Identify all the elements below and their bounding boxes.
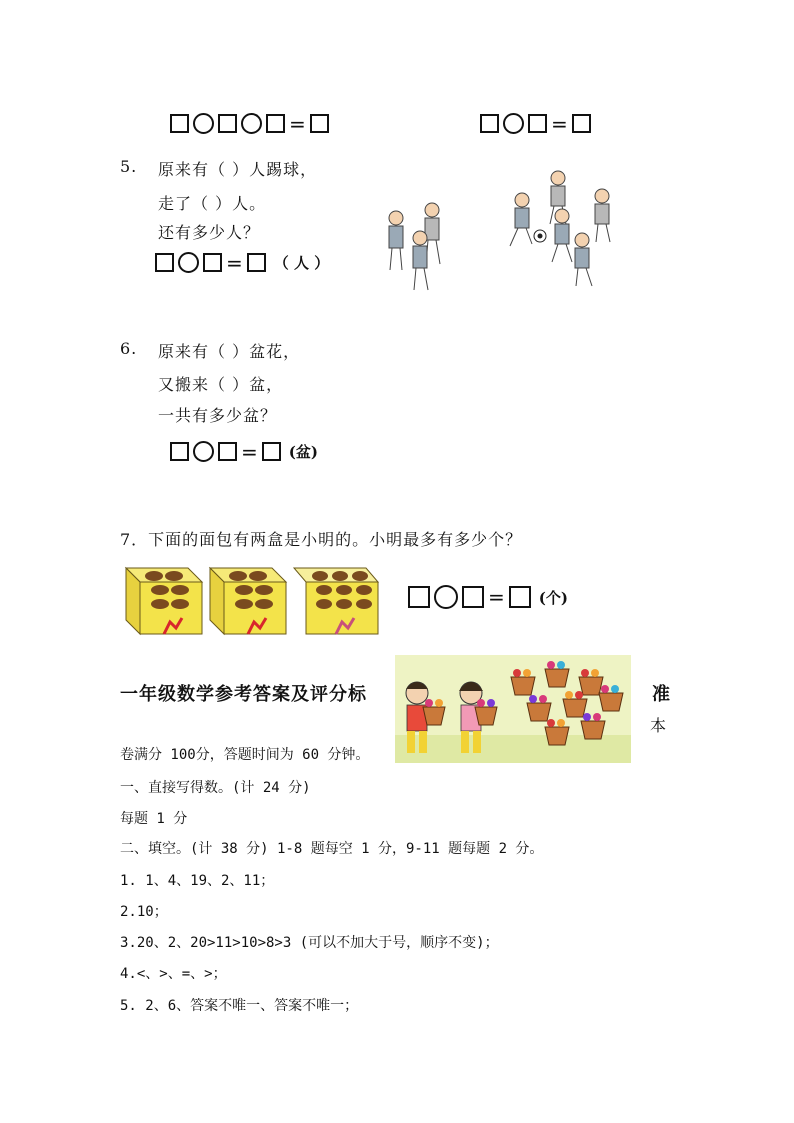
equals-sign: = (289, 111, 306, 136)
answer-line: 5. 2、6、答案不唯一、答案不唯一； (120, 998, 359, 1014)
q5-number: 5. (120, 157, 138, 176)
boy-figure (575, 233, 592, 286)
bread-box (126, 568, 202, 634)
operator-circle[interactable] (503, 113, 524, 134)
boys-leaving-illustration (382, 198, 452, 294)
equals-sign: = (241, 439, 258, 464)
q7-equation (408, 585, 568, 609)
answer-line: 3.20、2、20>11>10>8>3 (可以不加大于号，顺序不变)； (120, 935, 499, 951)
answer-box[interactable] (155, 253, 174, 272)
answer-box[interactable] (310, 114, 329, 133)
answer-line: 1. 1、4、19、2、11； (120, 873, 275, 889)
children-with-flowers-illustration (395, 655, 631, 763)
q5-equation (155, 252, 329, 273)
answer-box[interactable] (170, 442, 189, 461)
q5-line1: 原来有（ ）人踢球， (158, 160, 318, 179)
answer-line: 2.10； (120, 904, 168, 920)
boy-figure (510, 193, 532, 246)
q5-line2: 走了（ ）人。 (158, 194, 267, 213)
answer-box[interactable] (480, 114, 499, 133)
q6-unit: (盆) (288, 443, 318, 461)
answer-box[interactable] (203, 253, 222, 272)
answer-box[interactable] (266, 114, 285, 133)
equals-sign: = (488, 585, 505, 609)
top-equation-left (170, 113, 329, 134)
answer-line: 一、直接写得数。(计 24 分) (120, 780, 311, 796)
answer-box[interactable] (218, 442, 237, 461)
bread-box (294, 568, 378, 634)
boy-figure (389, 211, 403, 270)
answer-key-intro: 卷满分 100分，答题时间为 60 分钟。 (120, 747, 370, 763)
equals-sign: = (226, 250, 243, 275)
answer-key-title-end: 准 (652, 684, 671, 705)
answer-box[interactable] (408, 586, 430, 608)
q6-equation (170, 441, 318, 462)
boys-playing-soccer-illustration (502, 166, 622, 292)
answer-line: 4.<、>、=、>； (120, 966, 227, 982)
q6-line2: 又搬来（ ）盆， (158, 375, 284, 394)
answer-box[interactable] (262, 442, 281, 461)
bread-boxes-illustration (124, 562, 386, 640)
answer-box[interactable] (170, 114, 189, 133)
answer-box[interactable] (247, 253, 266, 272)
equals-sign: = (551, 111, 568, 136)
soccer-ball-icon (534, 230, 546, 242)
q6-number: 6. (120, 339, 138, 358)
bread-box (210, 568, 286, 634)
answer-box[interactable] (572, 114, 591, 133)
answer-box[interactable] (462, 586, 484, 608)
boy-figure (552, 209, 572, 262)
operator-circle[interactable] (241, 113, 262, 134)
q7-unit: (个) (538, 588, 568, 607)
boy-figure (595, 189, 610, 242)
answer-box[interactable] (218, 114, 237, 133)
answer-line: 每题 1 分 (120, 811, 188, 827)
q7-text: 7．下面的面包有两盒是小明的。小明最多有多少个？ (120, 530, 523, 549)
operator-circle[interactable] (434, 585, 458, 609)
q5-line3: 还有多少人？ (158, 223, 261, 242)
answer-key-title: 一年级数学参考答案及评分标 (120, 684, 367, 705)
answer-box[interactable] (528, 114, 547, 133)
top-equation-right (480, 113, 591, 134)
q6-line1: 原来有（ ）盆花， (158, 342, 301, 361)
operator-circle[interactable] (178, 252, 199, 273)
operator-circle[interactable] (193, 113, 214, 134)
operator-circle[interactable] (193, 441, 214, 462)
answer-key-side-char: 本 (650, 716, 668, 735)
q6-line3: 一共有多少盆？ (158, 406, 278, 425)
q5-unit: （ 人 ） (273, 254, 330, 272)
boy-figure (413, 231, 428, 290)
answer-line: 二、填空。(计 38 分) 1-8 题每空 1 分，9-11 题每题 2 分。 (120, 841, 544, 857)
answer-box[interactable] (509, 586, 531, 608)
